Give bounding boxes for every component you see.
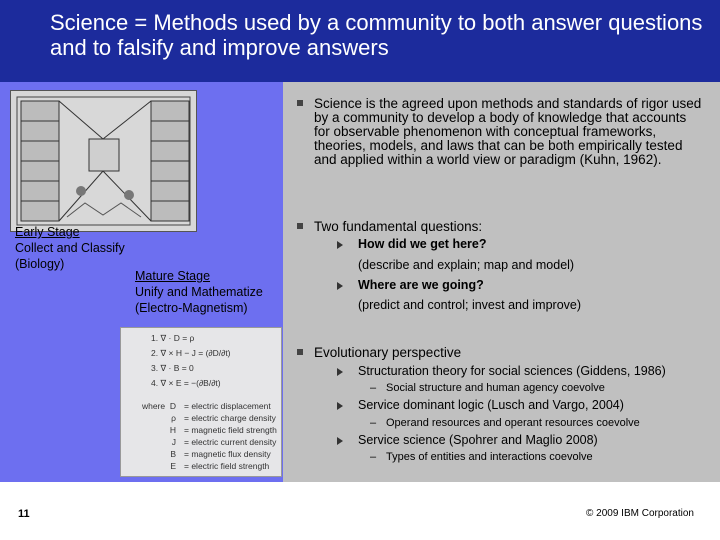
- bullet-evolutionary-perspective: [297, 346, 702, 360]
- question-text: Where are we going?: [358, 278, 484, 292]
- bullet-square-icon: [297, 100, 303, 106]
- equation-line: 4. ∇ × E = −(∂B/∂t): [151, 378, 221, 388]
- arrow-bullet-icon: [337, 368, 343, 376]
- definition-text: = electric displacement: [184, 401, 271, 411]
- definition-text: = electric current density: [184, 437, 277, 447]
- definition-symbol: B: [170, 449, 176, 459]
- question-item: [337, 278, 697, 293]
- bullet-square-icon: [297, 349, 303, 355]
- definition-line: [131, 425, 277, 435]
- early-stage-line2: (Biology): [15, 257, 65, 271]
- mature-stage-title: Mature Stage: [135, 269, 211, 283]
- early-stage-title: Early Stage: [15, 225, 80, 239]
- bullet-fundamental-questions: [297, 220, 702, 234]
- engraving-image: [10, 90, 197, 232]
- definition-symbol: E: [170, 461, 176, 471]
- arrow-bullet-icon: [337, 437, 343, 445]
- dash-bullet: –: [370, 382, 377, 394]
- title-bar: [0, 0, 720, 82]
- equation-line: 3. ∇ · B = 0: [151, 363, 194, 373]
- bullet-text: Evolutionary perspective: [314, 345, 462, 360]
- bullet-square-icon: [297, 223, 303, 229]
- bullet-text: Science is the agreed upon methods and standards of rigor used by a community to develop a body of knowledge that accounts for observable phenomenon with conceptual frameworks, theories, models, and laws that can be both empirically tested and applied within a world view or paradigm (Kuhn, 1962).: [314, 96, 702, 167]
- definition-symbol: ρ: [171, 413, 176, 423]
- early-stage-label: [15, 224, 125, 272]
- bullet-science-definition: [297, 97, 702, 167]
- definition-text: = electric charge density: [184, 413, 276, 423]
- early-stage-line1: Collect and Classify: [15, 241, 125, 255]
- perspective-text: Service dominant logic (Lusch and Vargo, 2004): [358, 398, 624, 412]
- question-note: (predict and control; invest and improve): [358, 298, 582, 312]
- definition-line: [131, 401, 271, 411]
- perspective-item: [337, 433, 707, 448]
- definition-line: [131, 437, 276, 447]
- definition-text: = electric field strength: [184, 461, 270, 471]
- perspective-text: Structuration theory for social sciences (Giddens, 1986): [358, 364, 666, 378]
- definition-symbol: J: [171, 437, 176, 447]
- mature-stage-label: [135, 268, 263, 316]
- arrow-bullet-icon: [337, 282, 343, 290]
- dash-bullet: –: [370, 451, 377, 463]
- equation-line: 2. ∇ × H − J = (∂D/∂t): [151, 348, 231, 358]
- maxwell-equations-image: [120, 327, 282, 477]
- definition-line: [131, 413, 276, 423]
- page-number: 11: [18, 508, 30, 520]
- arrow-bullet-icon: [337, 241, 343, 249]
- where-label: where: [141, 401, 166, 411]
- mature-stage-line1: Unify and Mathematize: [135, 285, 263, 299]
- definition-text: = magnetic field strength: [184, 425, 277, 435]
- slide-title: Science = Methods used by a community to both answer questions and to falsify and improve answers: [50, 10, 703, 60]
- bullet-text: Two fundamental questions:: [314, 219, 483, 234]
- question-text: How did we get here?: [358, 237, 487, 251]
- arrow-bullet-icon: [337, 402, 343, 410]
- question-note: (describe and explain; map and model): [358, 258, 575, 272]
- mature-stage-line2: (Electro-Magnetism): [135, 301, 248, 315]
- definition-symbol: H: [169, 425, 176, 435]
- question-item: [337, 237, 697, 252]
- perspective-subitem: – Operand resources and operant resources coevolve: [370, 417, 640, 429]
- equation-line: 1. ∇ · D = ρ: [151, 333, 195, 343]
- perspective-subitem: – Social structure and human agency coevolve: [370, 382, 605, 394]
- definition-text: = magnetic flux density: [184, 449, 271, 459]
- copyright-notice: © 2009 IBM Corporation: [586, 508, 694, 519]
- perspective-item: [337, 364, 707, 379]
- perspective-item: [337, 398, 707, 413]
- perspective-subitem: – Types of entities and interactions coevolve: [370, 451, 593, 463]
- dash-bullet: –: [370, 417, 377, 429]
- definition-symbol: D: [169, 401, 176, 411]
- perspective-text: Service science (Spohrer and Maglio 2008): [358, 433, 598, 447]
- definition-line: [131, 461, 269, 471]
- definition-line: [131, 449, 271, 459]
